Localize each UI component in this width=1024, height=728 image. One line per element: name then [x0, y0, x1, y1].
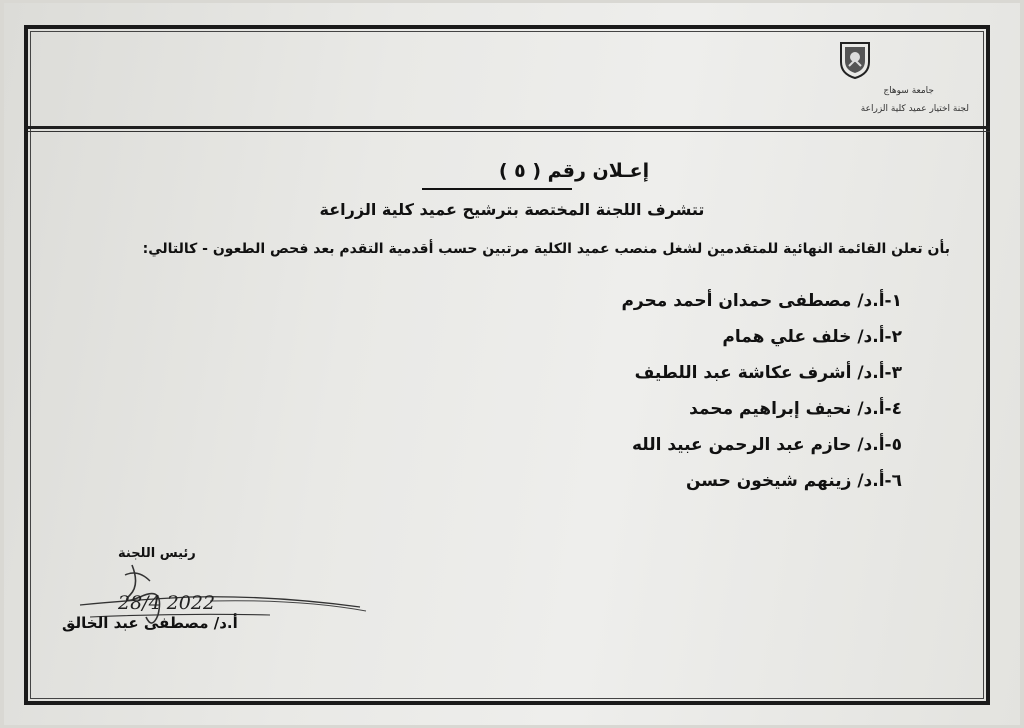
list-item: ٢-أ.د/ خلف علي همام	[722, 327, 902, 347]
candidate-list	[621, 283, 902, 499]
committee-name: لجنة اختيار عميد كلية الزراعة	[860, 104, 969, 114]
list-item: ٤-أ.د/ نحيف إبراهيم محمد	[689, 399, 902, 419]
header-divider	[28, 126, 990, 129]
header-divider-thin	[28, 131, 990, 132]
announcement-subtitle-text: تتشرف اللجنة المختصة بترشيح عميد كلية الزراعة	[319, 200, 705, 219]
announcement-title-text: إعـلان رقم ( ٥ )	[498, 160, 650, 182]
university-name: جامعة سوهاج	[883, 86, 934, 96]
announcement-subtitle	[0, 200, 1024, 219]
list-item: ٣-أ.د/ أشرف عكاشة عبد اللطيف	[634, 363, 902, 383]
list-item: ٦-أ.د/ زينهم شيخون حسن	[685, 471, 902, 491]
university-seal-icon	[838, 40, 872, 80]
chair-name: أ.د/ مصطفى عبد الخالق	[62, 614, 238, 632]
title-underline	[422, 188, 572, 190]
signature-date: 28/4 2022	[118, 592, 216, 614]
list-item: ٥-أ.د/ حازم عبد الرحمن عبيد الله	[631, 435, 902, 455]
chair-title: رئيس اللجنة	[118, 546, 196, 561]
list-item: ١-أ.د/ مصطفى حمدان أحمد محرم	[621, 291, 902, 311]
announcement-title	[0, 160, 1024, 182]
announcement-intro: بأن تعلن القائمة النهائية للمتقدمين لشغل منصب عميد الكلية مرتبين حسب أقدمية التقدم بعد فحص الطعون - كالتالي:	[142, 241, 950, 257]
